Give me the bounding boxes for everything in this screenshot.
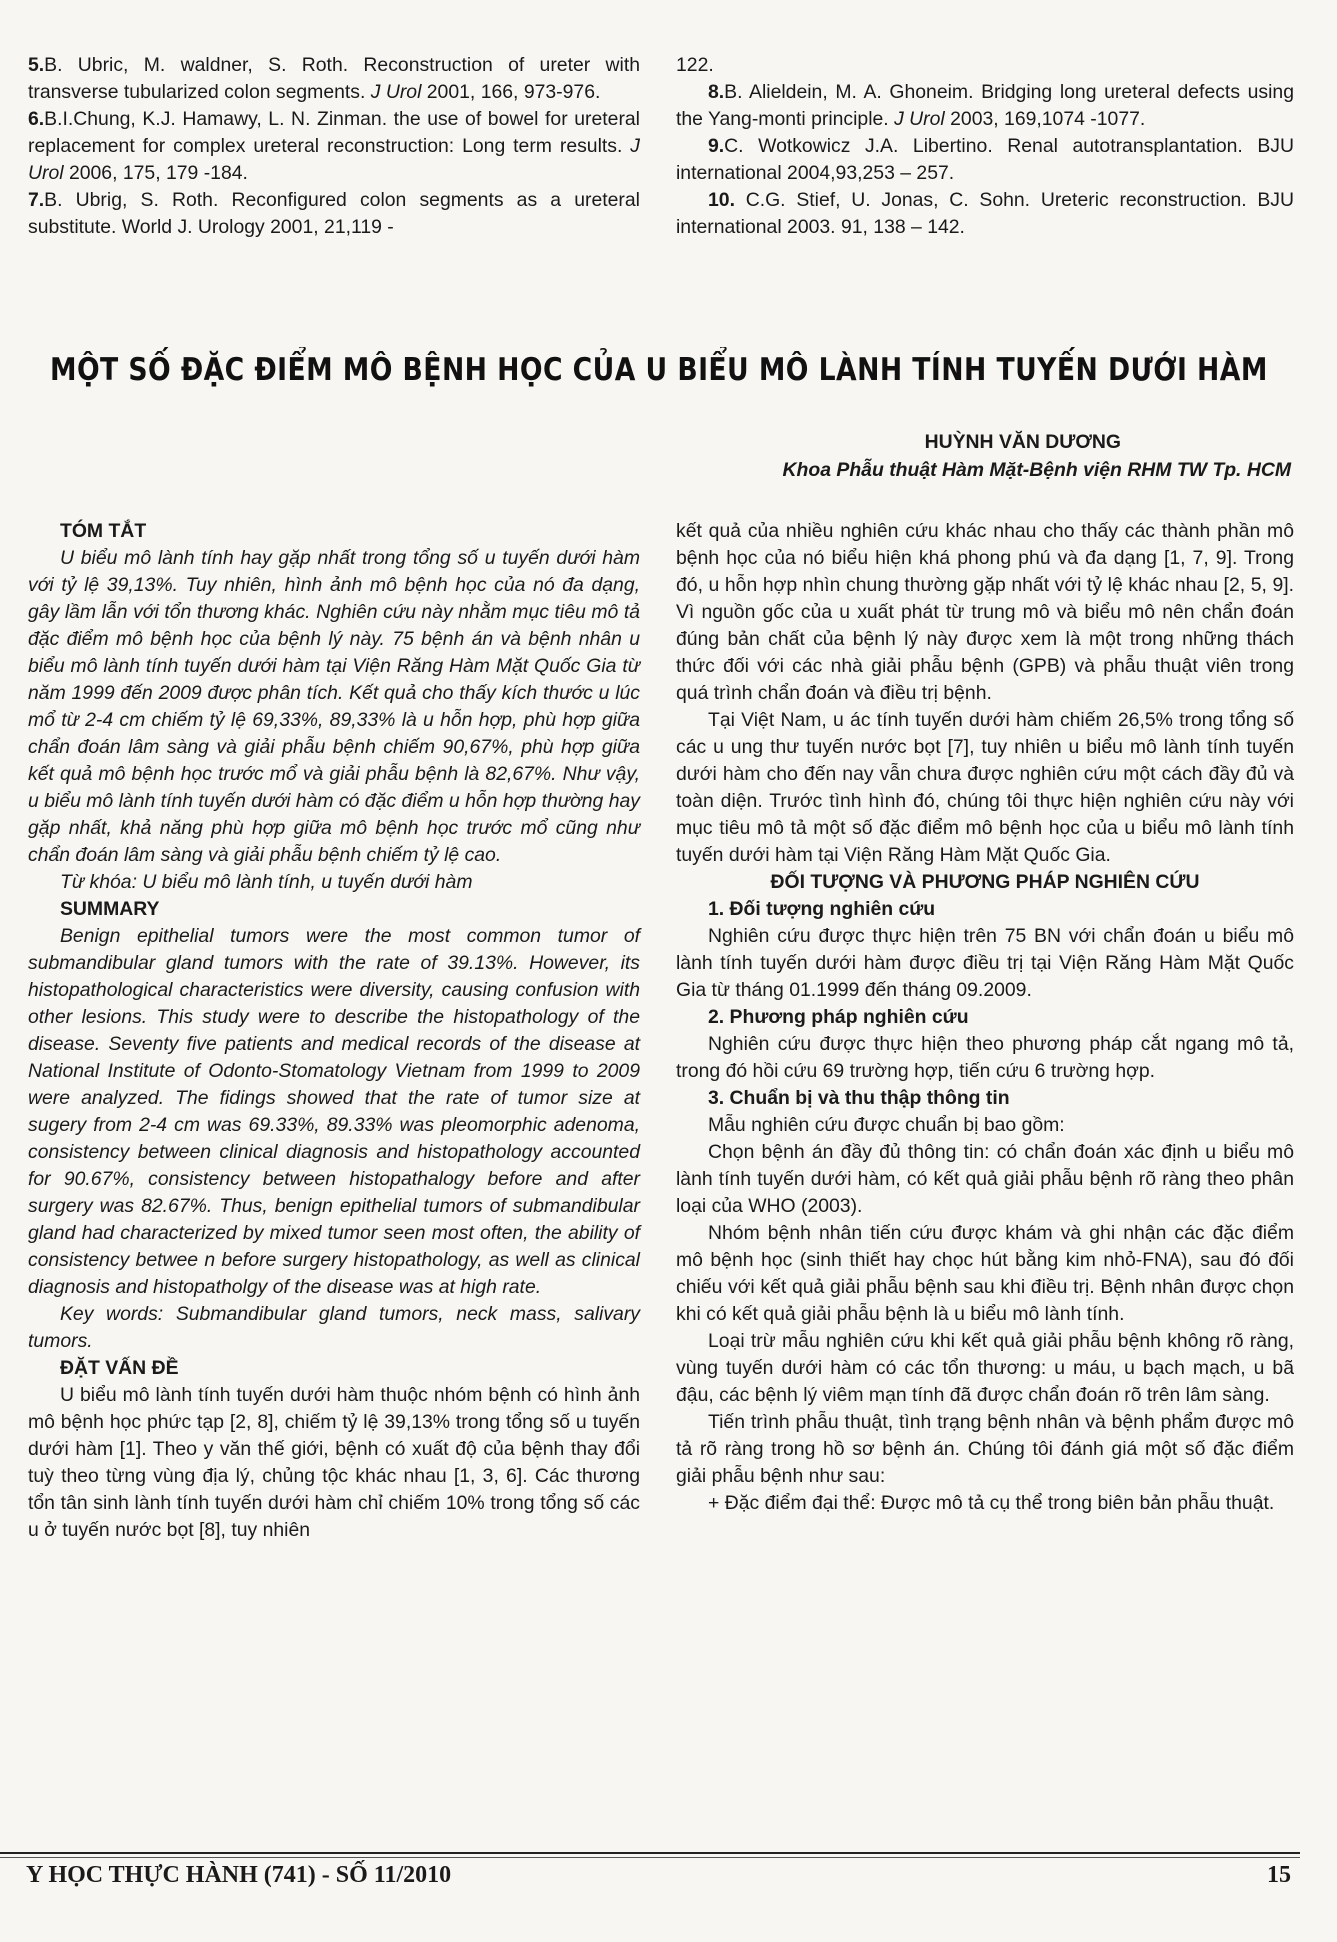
reference-item: 10. C.G. Stief, U. Jonas, C. Sohn. Ureteric reconstruction. BJU international 2003. 91, 138 – 142.	[676, 189, 1294, 238]
body-right-column	[676, 518, 1294, 1517]
intro-paragraph-continued: kết quả của nhiều nghiên cứu khác nhau cho thấy các thành phần mô bệnh học của nó biểu hiện khá phong phú và đa dạng [1, 7, 9]. Trong đó, u hỗn hợp nhìn chung thường gặp nhất với tỷ lệ khác nhau [2, 5, 9]. Vì nguồn gốc của u xuất phát từ trung mô và biểu mô nên chẩn đoán đúng bản chất của bệnh lý này được xem là một trong những thách thức đối với các nhà giải phẫu bệnh (GPB) và phẫu thuật viên trong quá trình chẩn đoán và điều trị bệnh.	[676, 520, 1294, 704]
reference-item: 5.B. Ubric, M. waldner, S. Roth. Reconstruction of ureter with transverse tubularized colon segments. J Urol 2001, 166, 973-976.	[28, 54, 640, 103]
intro-paragraph: U biểu mô lành tính tuyến dưới hàm thuộc nhóm bệnh có hình ảnh mô bệnh học phức tạp [2, 8], chiếm tỷ lệ 39,13% trong tổng số u tuyến dưới hàm [1]. Theo y văn thế giới, bệnh có xuất độ của bệnh thay đổi tuỳ theo từng vùng địa lý, chủng tộc khác nhau [1, 3, 6]. Các thương tổn tân sinh lành tính tuyến dưới hàm chỉ chiếm 10% trong tổng số các u ở tuyến nước bọt [8], tuy nhiên	[28, 1384, 640, 1541]
summary-body: Benign epithelial tumors were the most common tumor of submandibular gland tumors with the rate of 39.13%. However, its histopathological characteristics were diversity, causing confusion with other lesions. This study were to describe the histopathology of the disease. Seventy five patients and medical records of the disease at National Institute of Odonto-Stomatology Vietnam from 1999 to 2009 were analyzed. The fidings showed that the rate of tumor size at sugery from 2-4 cm was 69.33%, 89.33% was pleomorphic adenoma, consistency between clinical diagnosis and histopathology accounted for 90.67%, consistency between histopathalogy before and after surgery was 82.67%. Thus, benign epithelial tumors of submandibular gland had characterized by mixed tumor seen most often, the ability of consistency betwee n before surgery histopathology, as well as clinical diagnosis and histopatholgy of the disease was at high rate.	[28, 925, 640, 1298]
reference-item: 8.B. Alieldein, M. A. Ghoneim. Bridging long ureteral defects using the Yang-monti principle. J Urol 2003, 169,1074 -1077.	[676, 81, 1294, 130]
journal-footer: Y HỌC THỰC HÀNH (741) - SỐ 11/2010	[26, 1862, 452, 1888]
methods-subheading: 3. Chuẩn bị và thu thập thông tin	[708, 1087, 1010, 1109]
reference-item: 6.B.I.Chung, K.J. Hamawy, L. N. Zinman. the use of bowel for ureteral replacement for complex ureteral reconstruction: Long term results. J Urol 2006, 175, 179 -184.	[28, 108, 640, 184]
methods-paragraph: Mẫu nghiên cứu được chuẩn bị bao gồm:	[708, 1114, 1065, 1136]
methods-paragraph: Loại trừ mẫu nghiên cứu khi kết quả giải phẫu bệnh không rõ ràng, vùng tuyến dưới hàm có các tổn thương: u máu, u bạch mạch, u bã đậu, các bệnh lý viêm mạn tính đã được chẩn đoán rõ trên lâm sàng.	[676, 1330, 1294, 1406]
references-left	[28, 52, 640, 241]
article-title: MỘT SỐ ĐẶC ĐIỂM MÔ BỆNH HỌC CỦA U BIỂU MÔ LÀNH TÍNH TUYẾN DƯỚI HÀM	[50, 352, 1268, 388]
methods-subheading: 1. Đối tượng nghiên cứu	[708, 898, 936, 920]
summary-keywords: Key words: Submandibular gland tumors, neck mass, salivary tumors.	[28, 1303, 640, 1352]
reference-continuation: 122.	[676, 54, 714, 76]
author-affiliation: Khoa Phẫu thuật Hàm Mặt-Bệnh viện RHM TW Tp. HCM	[782, 459, 1291, 481]
summary-heading: SUMMARY	[60, 898, 160, 920]
methods-paragraph: Tiến trình phẫu thuật, tình trạng bệnh nhân và bệnh phẩm được mô tả rõ ràng trong hồ sơ bệnh án. Chúng tôi đánh giá một số đặc điểm giải phẫu bệnh như sau:	[676, 1411, 1294, 1487]
footer-divider	[0, 1852, 1300, 1854]
author-block	[783, 428, 1291, 484]
intro-heading: ĐẶT VẤN ĐỀ	[60, 1357, 179, 1379]
page-number: 15	[1267, 1862, 1291, 1888]
reference-item: 7.B. Ubrig, S. Roth. Reconfigured colon segments as a ureteral substitute. World J. Urology 2001, 21,119 -	[28, 189, 640, 238]
methods-subheading: 2. Phương pháp nghiên cứu	[708, 1006, 969, 1028]
abstract-keywords: Từ khóa: U biểu mô lành tính, u tuyến dưới hàm	[60, 871, 473, 893]
methods-paragraph: Nghiên cứu được thực hiện theo phương pháp cắt ngang mô tả, trong đó hồi cứu 69 trường hợp, tiến cứu 6 trường hợp.	[676, 1033, 1294, 1082]
author-name: HUỲNH VĂN DƯƠNG	[924, 431, 1121, 453]
references-right	[676, 52, 1294, 241]
methods-paragraph: Nghiên cứu được thực hiện trên 75 BN với chẩn đoán u biểu mô lành tính tuyến dưới hàm được điều trị tại Viện Răng Hàm Mặt Quốc Gia từ tháng 01.1999 đến tháng 09.2009.	[676, 925, 1294, 1001]
reference-item: 9.C. Wotkowicz J.A. Libertino. Renal autotransplantation. BJU international 2004,93,253 – 257.	[676, 135, 1294, 184]
intro-paragraph: Tại Việt Nam, u ác tính tuyến dưới hàm chiếm 26,5% trong tổng số các u ung thư tuyến nước bọt [7], tuy nhiên u biểu mô lành tính tuyến dưới hàm cho đến nay vẫn chưa được nghiên cứu một cách đầy đủ và toàn diện. Trước tình hình đó, chúng tôi thực hiện nghiên cứu này với mục tiêu mô tả một số đặc điểm mô bệnh học của u biểu mô lành tính tuyến dưới hàm tại Viện Răng Hàm Mặt Quốc Gia.	[676, 709, 1294, 866]
abstract-heading: TÓM TẮT	[60, 520, 147, 542]
methods-paragraph: Chọn bệnh án đầy đủ thông tin: có chẩn đoán xác định u biểu mô lành tính tuyến dưới hàm, có kết quả giải phẫu bệnh rõ ràng theo phân loại của WHO (2003).	[676, 1141, 1294, 1217]
body-left-column	[28, 518, 640, 1544]
footer-divider	[0, 1857, 1300, 1858]
methods-paragraph: Nhóm bệnh nhân tiến cứu được khám và ghi nhận các đặc điểm mô bệnh học (sinh thiết hay chọc hút bằng kim nhỏ-FNA), sau đó đối chiếu với kết quả giải phẫu bệnh sau khi điều trị. Bệnh nhân được chọn khi có kết quả giải phẫu bệnh là u biểu mô lành tính.	[676, 1222, 1294, 1325]
methods-paragraph: + Đặc điểm đại thể: Được mô tả cụ thể trong biên bản phẫu thuật.	[708, 1492, 1275, 1514]
methods-heading: ĐỐI TƯỢNG VÀ PHƯƠNG PHÁP NGHIÊN CỨU	[770, 871, 1200, 893]
abstract-body: U biểu mô lành tính hay gặp nhất trong tổng số u tuyến dưới hàm với tỷ lệ 39,13%. Tuy nhiên, hình ảnh mô bệnh học của nó đa dạng, gây lầm lẫn với tổn thương khác. Nghiên cứu này nhằm mục tiêu mô tả đặc điểm mô bệnh học của bệnh lý này. 75 bệnh án và bệnh nhân u biểu mô lành tính tuyến dưới hàm tại Viện Răng Hàm Mặt Quốc Gia từ năm 1999 đến 2009 được phân tích. Kết quả cho thấy kích thước u lúc mổ từ 2-4 cm chiếm tỷ lệ 69,33%, 89,33% là u hỗn hợp, phù hợp giữa chẩn đoán lâm sàng và giải phẫu bệnh chiếm 90,67%, phù hợp giữa kết quả mô bệnh học trước mổ và giải phẫu bệnh là 82,67%. Như vậy, u biểu mô lành tính tuyến dưới hàm có đặc điểm u hỗn hợp thường hay gặp nhất, khả năng phù hợp giữa mô bệnh học trước mổ cũng như chẩn đoán lâm sàng và giải phẫu bệnh chiếm tỷ lệ cao.	[28, 547, 640, 866]
